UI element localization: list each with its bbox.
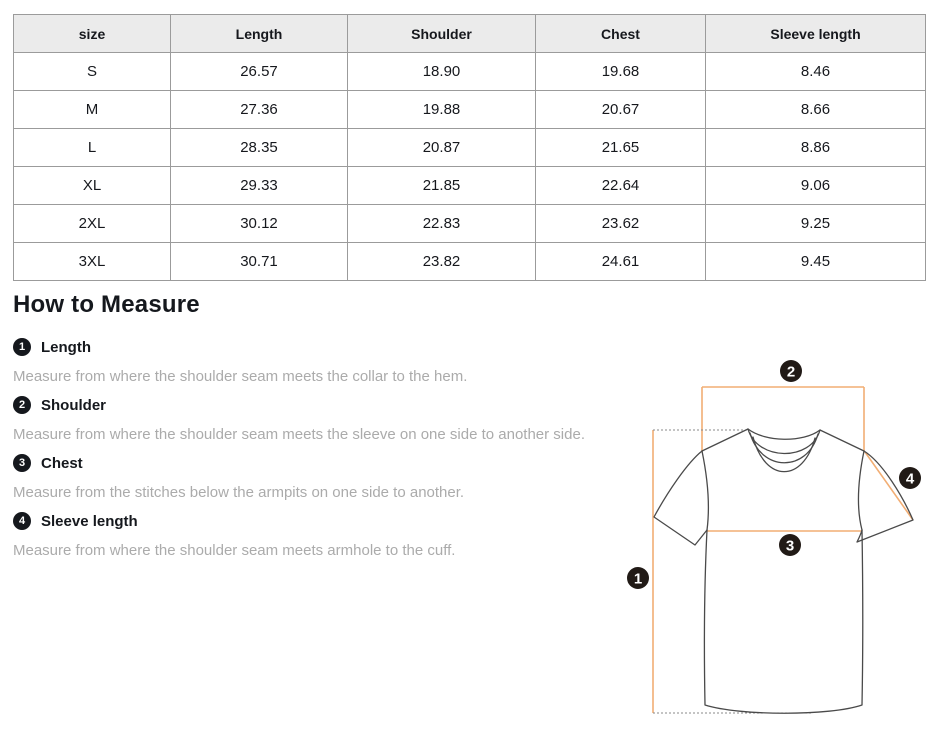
shoulder-cell: 22.83 [348,205,536,243]
chest-cell: 23.62 [536,205,706,243]
measure-item-label: Shoulder [41,396,107,414]
table-row [14,243,926,281]
badge-number: 3 [785,537,795,555]
length-cell: 26.57 [171,53,348,91]
badge-number: 2 [786,363,796,381]
shoulder-cell: 19.88 [348,91,536,129]
list-item [13,512,623,560]
list-item [13,396,623,444]
size-cell: L [14,129,171,167]
chest-cell: 19.68 [536,53,706,91]
column-header-sleeve-length: Sleeve length [706,15,926,53]
measure-item-label: Length [41,338,91,356]
size-cell: S [14,53,171,91]
table-row [14,91,926,129]
tshirt-measurement-diagram [625,355,935,735]
measure-item-description: Measure from the stitches below the armpits on one side to another. [13,484,465,501]
chest-cell: 21.65 [536,129,706,167]
length-cell: 30.12 [171,205,348,243]
list-item [13,454,623,502]
shoulder-cell: 21.85 [348,167,536,205]
number-badge: 1 [13,338,31,356]
number-badge: 3 [13,454,31,472]
chest-cell: 24.61 [536,243,706,281]
chest-cell: 22.64 [536,167,706,205]
list-item [13,338,623,386]
length-cell: 30.71 [171,243,348,281]
measure-item-length [13,338,623,356]
sleeve-cell: 9.25 [706,205,926,243]
number-badge: 4 [13,512,31,530]
length-cell: 27.36 [171,91,348,129]
sleeve-cell: 8.66 [706,91,926,129]
size-chart-table [13,14,926,281]
size-cell: XL [14,167,171,205]
measure-item-description: Measure from where the shoulder seam meets the collar to the hem. [13,368,468,385]
table-row [14,129,926,167]
table-row [14,53,926,91]
measure-item-description: Measure from where the shoulder seam meets the sleeve on one side to another side. [13,426,585,443]
chest-cell: 20.67 [536,91,706,129]
diagram-badge-shoulder [780,360,802,382]
tshirt-outline [654,429,913,713]
column-header-size: size [14,15,171,53]
length-cell: 28.35 [171,129,348,167]
diagram-badge-sleeve [899,467,921,489]
measure-item-chest [13,454,623,472]
section-title: How to Measure [13,291,200,318]
size-cell: M [14,91,171,129]
measure-instructions-list [13,338,623,570]
number-badge: 2 [13,396,31,414]
badge-number: 4 [905,470,915,488]
diagram-badge-chest [779,534,801,556]
shoulder-cell: 23.82 [348,243,536,281]
sleeve-cell: 9.06 [706,167,926,205]
measure-item-description: Measure from where the shoulder seam meets armhole to the cuff. [13,542,456,559]
shoulder-cell: 20.87 [348,129,536,167]
sleeve-cell: 8.86 [706,129,926,167]
length-cell: 29.33 [171,167,348,205]
measure-item-shoulder [13,396,623,414]
table-row [14,205,926,243]
table-row [14,167,926,205]
size-cell: 3XL [14,243,171,281]
badge-number: 1 [633,570,643,588]
table-header-row [14,15,926,53]
sleeve-cell: 9.45 [706,243,926,281]
shoulder-cell: 18.90 [348,53,536,91]
column-header-chest: Chest [536,15,706,53]
sleeve-cell: 8.46 [706,53,926,91]
diagram-badge-length [627,567,649,589]
size-cell: 2XL [14,205,171,243]
column-header-shoulder: Shoulder [348,15,536,53]
column-header-length: Length [171,15,348,53]
measure-item-label: Chest [41,454,83,472]
measure-item-sleeve-length [13,512,623,530]
measure-item-label: Sleeve length [41,512,138,530]
guide-lines [653,430,811,713]
